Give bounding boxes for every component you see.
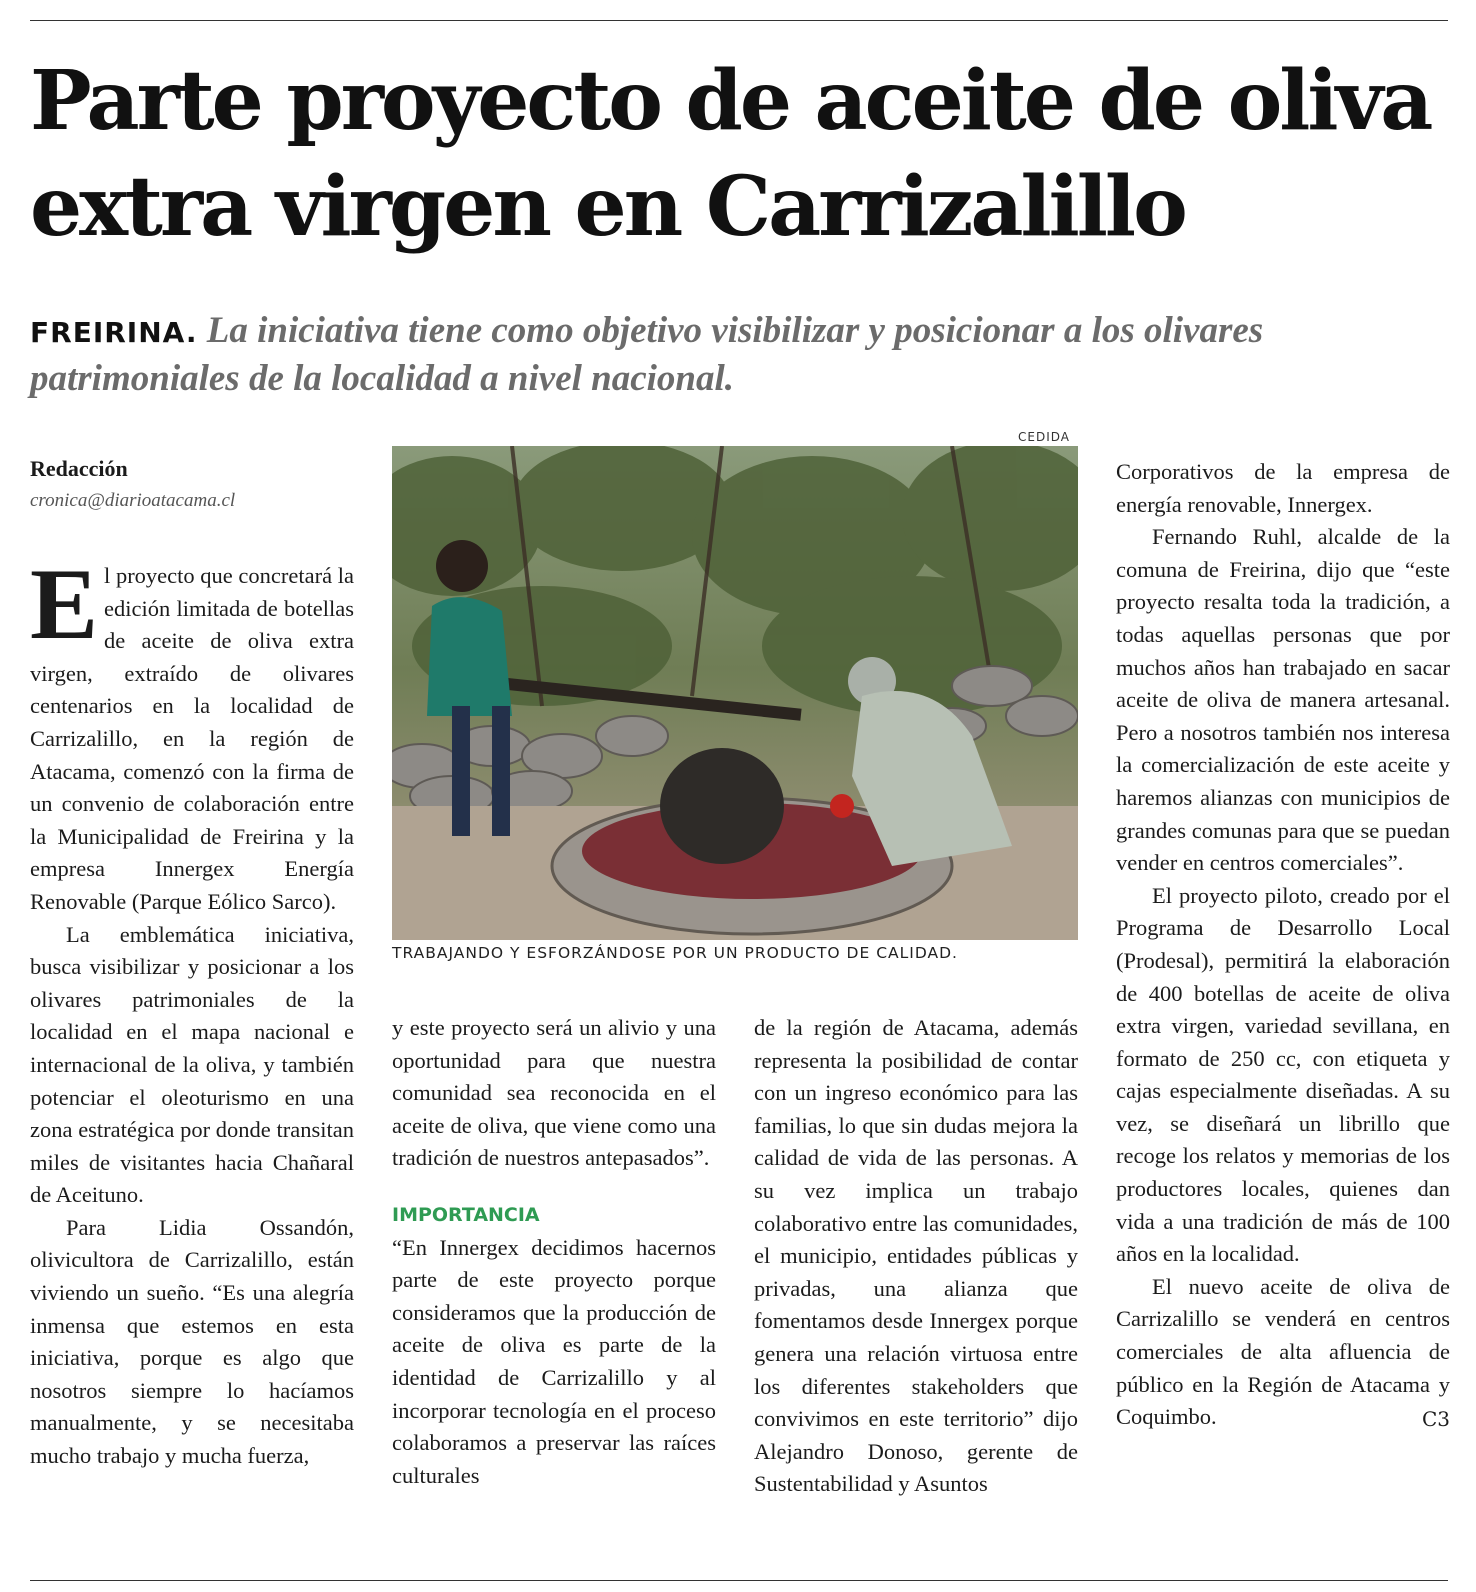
top-rule	[30, 20, 1448, 21]
olive-press-photo	[392, 446, 1078, 940]
byline-author: Redacción	[30, 456, 128, 481]
paragraph	[1116, 1271, 1450, 1434]
paragraph: La emblemática iniciativa, busca visibilizar y posicionar a los olivares patrimoniales de la localidad en el mapa nacional e internacional de la oliva, y también potenciar el oleoturismo en una zona estratégica por donde transitan miles de visitantes hacia Chañaral de Aceituno.	[30, 921, 354, 1208]
end-mark: C3	[1421, 1407, 1450, 1432]
drop-cap: E	[30, 548, 99, 661]
bottom-rule	[30, 1580, 1448, 1581]
paragraph	[30, 548, 354, 919]
article-photo	[392, 446, 1078, 940]
column-1	[30, 548, 354, 1473]
paragraph: Corporativos de la empresa de energía renovable, Innergex.	[1116, 459, 1450, 517]
dek	[30, 308, 1450, 402]
dateline-place: FREIRINA.	[30, 316, 198, 349]
paragraph: Fernando Ruhl, alcalde de la comuna de Freirina, dijo que “este proyecto resalta toda la tradición, a todas aquellas personas que por muchos años han trabajado en sacar aceite de oliva de manera artesanal. Pero a nosotros también nos interesa la comercialización de este aceite y haremos alianzas con municipios de grandes comunas para que se puedan vender en centros comerciales”.	[1116, 524, 1450, 876]
paragraph: El proyecto piloto, creado por el Programa de Desarrollo Local (Prodesal), permitirá la elaboración de 400 botellas de aceite de oliva extra virgen, variedad sevillana, en formato de 250 cc, con etiqueta y cajas especialmente diseñadas. A su vez, se diseñará un librillo que recoge los relatos y memorias de los productores locales, quienes dan vida a una tradición de más de 100 años en la localidad.	[1116, 882, 1450, 1267]
paragraph-text: El nuevo aceite de oliva de Carrizalillo se venderá en centros comerciales de alta afluencia de público en la Región de Atacama y Coquimbo.	[1116, 1273, 1450, 1430]
paragraph: de la región de Atacama, además representa la posibilidad de contar con un ingreso económico para las familias, lo que sin dudas mejora la calidad de vida de las personas. A su vez implica un trabajo colaborativo entre las comunidades, el municipio, entidades públicas y privadas, una alianza que fomentamos desde Innergex porque genera una relación virtuosa entre los diferentes stakeholders que convivimos en este territorio” dijo Alejandro Donoso, gerente de Sustentabilidad y Asuntos	[754, 1015, 1078, 1497]
photo-caption: TRABAJANDO Y ESFORZÁNDOSE POR UN PRODUCTO DE CALIDAD.	[392, 944, 958, 962]
column-2	[392, 1012, 716, 1492]
paragraph: y este proyecto será un alivio y una oportunidad para que nuestra comunidad sea reconocida en el aceite de oliva, que viene como una tradición de nuestros antepasados”.	[392, 1015, 716, 1171]
photo-credit: CEDIDA	[1018, 430, 1070, 444]
byline-email[interactable]: cronica@diarioatacama.cl	[30, 490, 236, 511]
column-3	[754, 1012, 1078, 1501]
section-subhead: IMPORTANCIA	[392, 1203, 540, 1226]
paragraph-text: l proyecto que concretará la edición limitada de botellas de aceite de oliva extra virgen, extraído de olivares centenarios en la localidad de Carrizalillo, en la región de Atacama, comenzó con la firma de un convenio de colaboración entre la Municipalidad de Freirina y la empresa Innergex Energía Renovable (Parque Eólico Sarco).	[30, 563, 354, 914]
lede: La iniciativa tiene como objetivo visibilizar y posicionar a los olivares patrimoniales de la localidad a nivel nacional.	[30, 310, 1264, 399]
column-4	[1116, 456, 1450, 1436]
paragraph: Para Lidia Ossandón, olivicultora de Carrizalillo, están viviendo un sueño. “Es una alegría inmensa que estemos en esta iniciativa, porque es algo que nosotros siempre lo hacíamos manualmente, y se necesitaba mucho trabajo y mucha fuerza,	[30, 1214, 354, 1469]
headline: Parte proyecto de aceite de oliva extra virgen en Carrizalillo	[30, 53, 1431, 255]
paragraph: “En Innergex decidimos hacernos parte de este proyecto porque consideramos que la producción de aceite de oliva es parte de la identidad de Carrizalillo y al incorporar tecnología en el proceso colaboramos a preservar las raíces culturales	[392, 1234, 716, 1488]
